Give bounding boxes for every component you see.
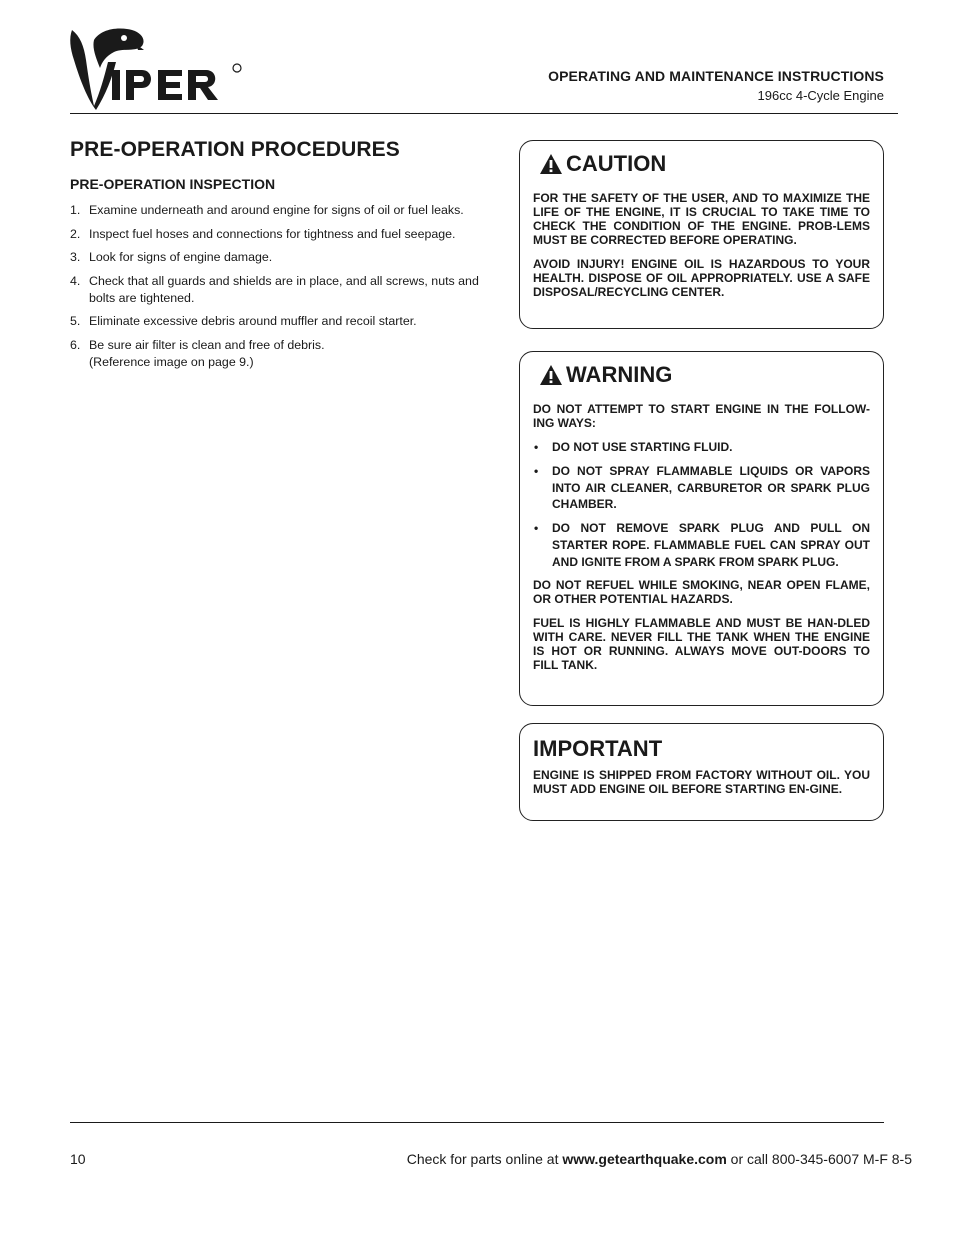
warning-bullet-list [533,439,870,571]
important-box [519,723,884,821]
warning-bullet: • DO NOT USE STARTING FLUID. [533,439,870,456]
important-paragraph: ENGINE IS SHIPPED FROM FACTORY WITHOUT OIL. YOU MUST ADD ENGINE OIL BEFORE STARTING EN-GINE. [533,768,870,796]
warning-intro: DO NOT ATTEMPT TO START ENGINE IN THE FOLLOW-ING WAYS: [533,402,870,430]
warning-triangle-icon [539,153,563,175]
parts-website-link[interactable]: www.getearthquake.com [562,1151,727,1167]
inspection-step: 4. Check that all guards and shields are in place, and all screws, nuts and bolts are tightened. [70,273,479,305]
inspection-step: 3. Look for signs of engine damage. [70,250,273,264]
header-divider [70,113,898,114]
page-title: PRE-OPERATION PROCEDURES [70,138,400,161]
inspection-steps-list [70,202,500,371]
warning-title: WARNING [566,362,673,387]
inspection-step: 2. Inspect fuel hoses and connections for tightness and fuel seepage. [70,226,456,241]
document-title: OPERATING AND MAINTENANCE INSTRUCTIONS [548,68,884,84]
inspection-step: 6. Be sure air filter is clean and free of debris. (Reference image on page 9.) [70,337,325,369]
warning-bullet: • DO NOT SPRAY FLAMMABLE LIQUIDS OR VAPORS INTO AIR CLEANER, CARBURETOR OR SPARK PLUG CHAMBER. [533,463,870,513]
important-heading [533,736,870,762]
warning-box [519,351,884,706]
inspection-step: 1. Examine underneath and around engine for signs of oil or fuel leaks. [70,203,464,217]
caution-paragraph: AVOID INJURY! ENGINE OIL IS HAZARDOUS TO YOUR HEALTH. DISPOSE OF OIL APPROPRIATELY. USE A SAFE DISPOSAL/RECYCLING CENTER. [533,257,870,299]
footer-divider [70,1122,884,1123]
warning-paragraph: FUEL IS HIGHLY FLAMMABLE AND MUST BE HAN-DLED WITH CARE. NEVER FILL THE TANK WHEN THE ENGINE IS HOT OR RUNNING. ALWAYS MOVE OUT-DOORS TO FILL TANK. [533,615,870,672]
warning-triangle-icon [539,364,563,386]
inspection-step: 5. Eliminate excessive debris around muffler and recoil starter. [70,314,417,328]
step-note: (Reference image on page 9.) [89,354,254,369]
caution-heading [539,151,870,177]
caution-paragraph: FOR THE SAFETY OF THE USER, AND TO MAXIMIZE THE LIFE OF THE ENGINE, IT IS CRUCIAL TO TAKE TIME TO CHECK THE CONDITION OF THE ENGINE. PROB-LEMS MUST BE CORRECTED BEFORE OPERATING. [533,191,870,247]
section-title: PRE-OPERATION INSPECTION [70,176,276,192]
footer-contact: Check for parts online at www.getearthquake.com or call 800-345-6007 M-F 8-5 [406,1151,912,1167]
warning-paragraph: DO NOT REFUEL WHILE SMOKING, NEAR OPEN FLAME, OR OTHER POTENTIAL HAZARDS. [533,577,870,606]
page-number: 10 [70,1151,86,1167]
important-title: IMPORTANT [533,736,663,761]
document-header [548,68,884,103]
warning-bullet: • DO NOT REMOVE SPARK PLUG AND PULL ON STARTER ROPE. FLAMMABLE FUEL CAN SPRAY OUT AND IGNITE FROM A SPARK FROM SPARK PLUG. [533,520,870,570]
caution-box [519,140,884,329]
document-subtitle: 196cc 4-Cycle Engine [757,88,884,103]
pre-operation-section [70,138,500,377]
viper-engines-logo [66,26,246,110]
warning-heading [539,362,870,388]
caution-title: CAUTION [566,151,667,176]
